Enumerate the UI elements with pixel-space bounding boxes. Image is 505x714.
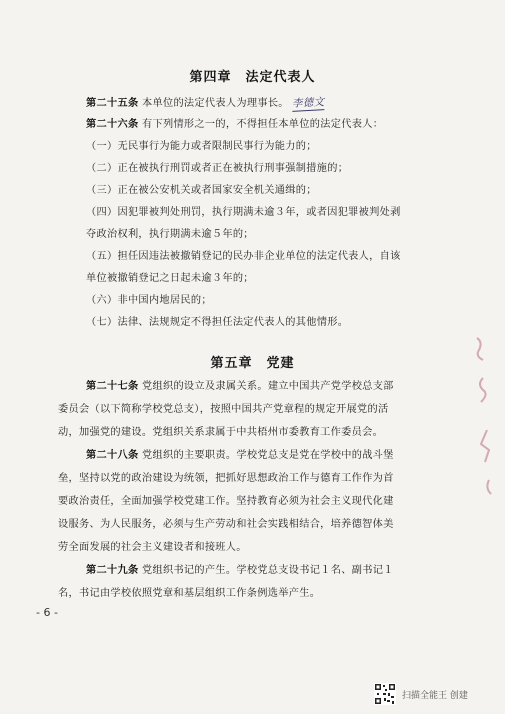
article-26-item-7: （七）法律、法规规定不得担任法定代表人的其他情形。 [86,317,349,328]
article-26-item-6: （六）非中国内地居民的； [86,295,212,306]
article-26 [86,118,383,132]
article-26-label: 第二十六条 [86,119,139,130]
article-28-line-5: 劳全面发展的社会主义建设者和接班人。 [58,542,247,553]
article-27-line-2: 委员会（以下简称学校党总支），按照中国共产党章程的规定开展党的活 [58,404,389,415]
article-26-item-4-cont: 夺政治权利，执行期满未逾５年的； [86,229,254,240]
article-26-item-2: （二）正在被执行刑罚或者正在被执行刑事强制措施的； [86,163,349,174]
chapter-4-title: 第四章 法定代表人 [189,70,316,85]
scanner-watermark [374,683,468,705]
article-25-text: 本单位的法定代表人为理事长。 [138,98,289,109]
handwritten-signature: 李德文 [291,96,325,110]
article-26-item-5: （五）担任因违法被撤销登记的民办非企业单位的法定代表人，自该 [86,251,401,262]
article-25-label: 第二十五条 [86,98,139,109]
article-27-line-3: 动，加强党的建设。党组织关系隶属于中共梧州市委教育工作委员会。 [58,427,384,438]
article-26-text: 有下列情形之一的，不得担任本单位的法定代表人： [138,119,384,130]
article-27-text: 党组织的设立及隶属关系。建立中国共产党学校总支部 [138,381,394,392]
article-25 [86,96,324,111]
article-26-item-4: （四）因犯罪被判处刑罚，执行期满未逾３年，或者因犯罪被判处剥 [86,207,401,218]
article-28-text: 党组织的主要职责。学校党总支是党在学校中的战斗堡 [138,450,394,461]
stamp-bleed-marks [457,330,505,510]
article-29-label: 第二十九条 [86,565,139,576]
article-29-text: 党组织书记的产生。学校党总支设书记１名、副书记１ [138,565,394,576]
article-28-label: 第二十八条 [86,450,139,461]
article-26-item-3: （三）正在被公安机关或者国家安全机关通缉的； [86,185,317,196]
article-27-line-1 [86,380,394,394]
article-26-item-1: （一）无民事行为能力或者限制民事行为能力的； [86,141,317,152]
article-27-label: 第二十七条 [86,381,139,392]
chapter-5-title: 第五章 党建 [210,356,295,371]
article-29-line-2: 名，书记由学校依照党章和基层组织工作条例选举产生。 [58,588,321,599]
article-26-item-5-cont: 单位被撤销登记之日起未逾３年的； [86,273,254,284]
article-28-line-1 [86,449,394,463]
article-28-line-3: 要政治责任，全面加强学校党建工作。坚持教育必须为社会主义现代化建 [58,496,394,507]
article-29-line-1 [86,564,394,578]
page-number: - 6 - [36,606,58,619]
article-28-line-4: 设服务、为人民服务，必须与生产劳动和社会实践相结合，培养德智体美 [58,519,394,530]
qr-code-icon [374,683,396,705]
watermark-text: 扫描全能王 创建 [402,690,468,701]
article-28-line-2: 垒，坚持以党的政治建设为统领，把抓好思想政治工作与德育工作作为首 [58,473,394,484]
